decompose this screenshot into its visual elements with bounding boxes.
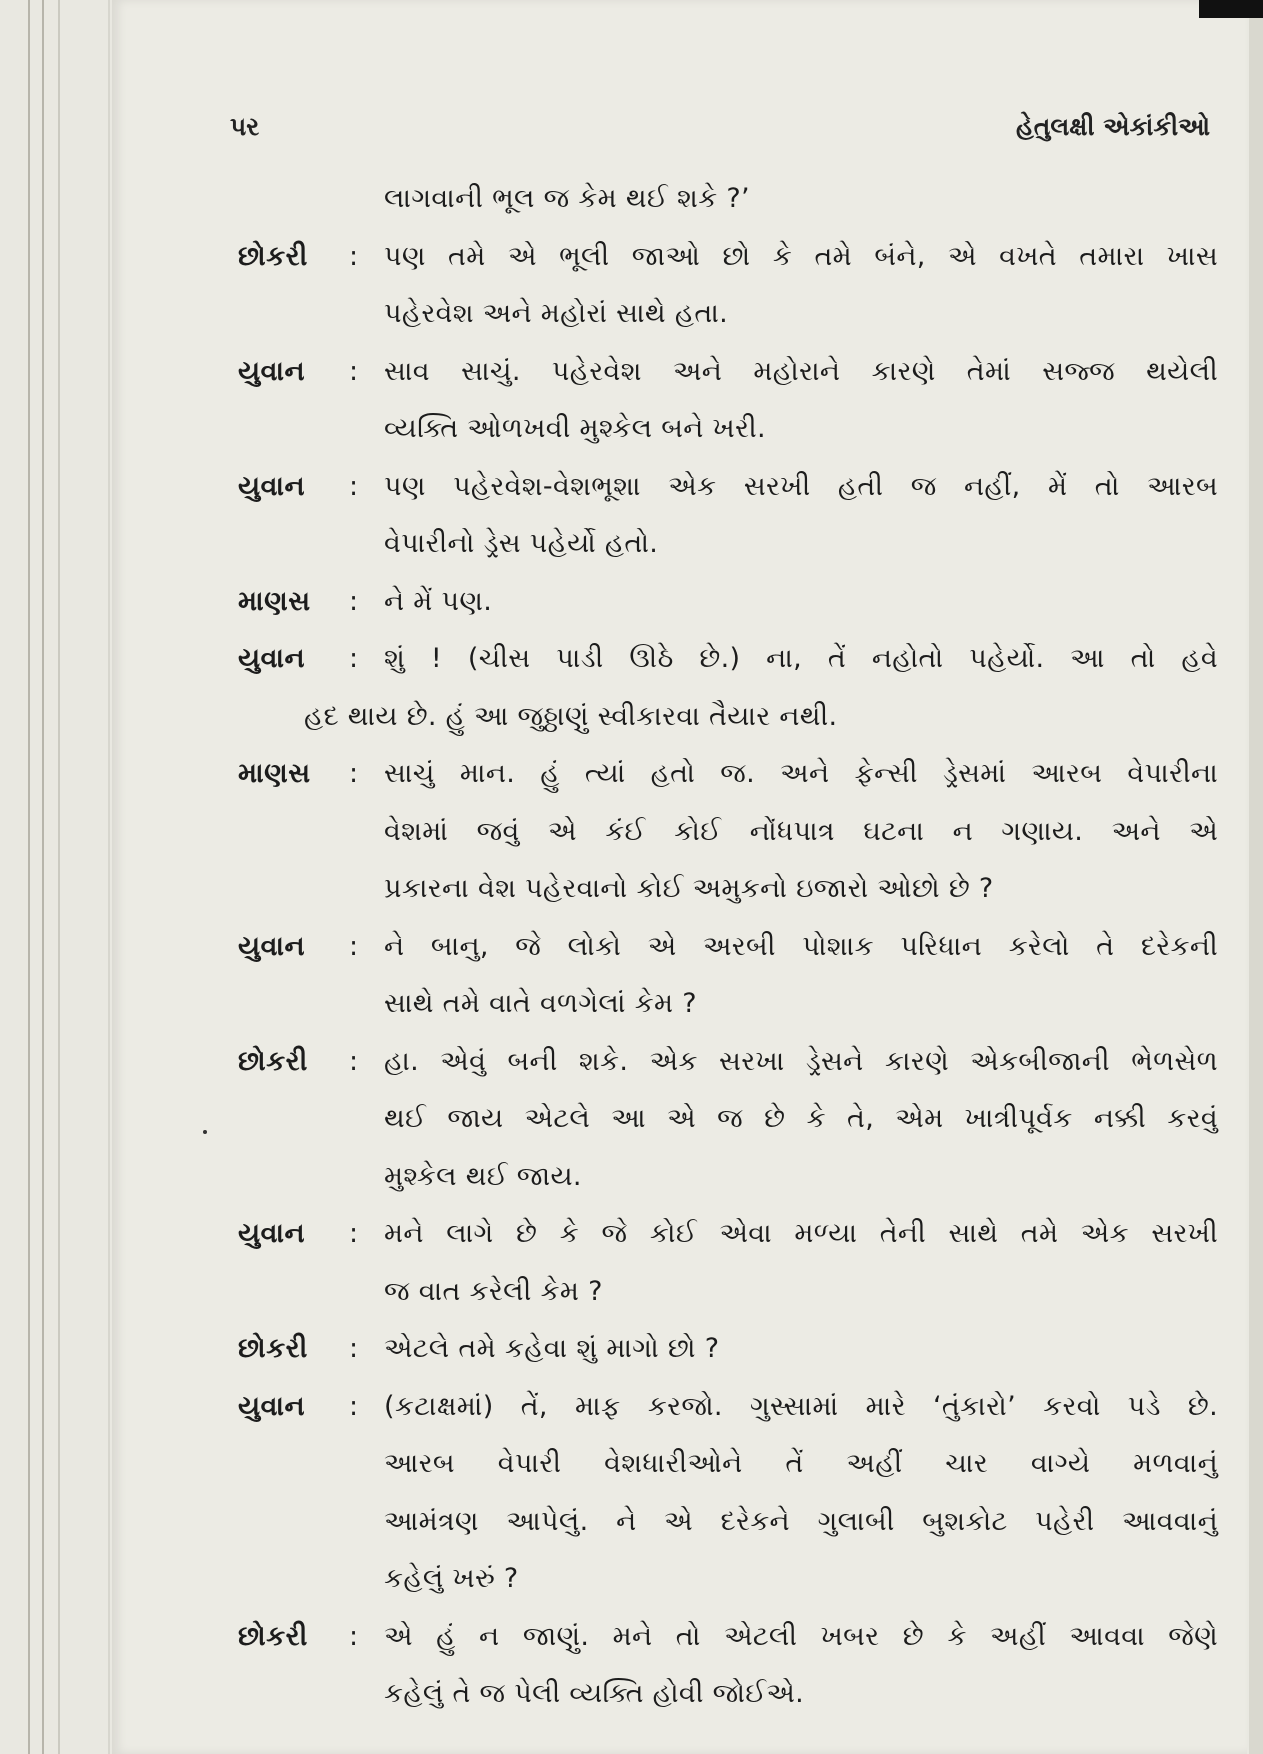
- dialogue-line: [238, 1263, 1218, 1321]
- page-edge: [42, 0, 44, 1754]
- dialogue-line: [238, 803, 1218, 861]
- speech-text: પણ પહેરવેશ-વેશભૂશા એક સરખી હતી જ નહીં, મેં તો આરબ: [384, 470, 1218, 502]
- dialogue-line: [238, 1148, 1218, 1206]
- dialogue-line: [238, 228, 1218, 286]
- speech-text: વેપારીનો ડ્રેસ પહેર્યો હતો.: [384, 528, 659, 559]
- speech-text: ને મેં પણ.: [384, 585, 493, 617]
- speaker-name: છોકરી: [238, 240, 308, 272]
- page-edge: [58, 0, 60, 1754]
- dialogue-line: [238, 860, 1218, 918]
- speaker-colon: :: [349, 1218, 359, 1249]
- dialogue-line: [238, 1090, 1218, 1148]
- speaker-name: છોકરી: [238, 1045, 308, 1077]
- speaker-name: યુવાન: [238, 355, 306, 387]
- page-edge: [28, 0, 30, 1754]
- speech-text: (કટાક્ષમાં) તેં, માફ કરજો. ગુસ્સામાં મારે ‘તુંકારો’ કરવો પડે છે.: [384, 1390, 1218, 1422]
- speaker-name: છોકરી: [238, 1333, 308, 1364]
- speech-text: પ્રકારના વેશ પહેરવાનો કોઈ અમુકનો ઇજારો ઓછો છે ?: [384, 873, 994, 904]
- ink-speck: [203, 1130, 207, 1134]
- dialogue-line: [238, 1550, 1218, 1608]
- speech-text: સાથે તમે વાતે વળગેલાં કેમ ?: [384, 988, 697, 1019]
- speech-text: મને લાગે છે કે જે કોઈ એવા મળ્યા તેની સાથે તમે એક સરખી: [384, 1218, 1218, 1249]
- scan-corner: [1199, 0, 1263, 18]
- speaker-name: યુવાન: [238, 1390, 306, 1422]
- speech-text: વેશમાં જવું એ કંઈ કોઈ નોંધપાત્ર ઘટના ન ગણાય. અને એ: [384, 815, 1218, 847]
- speech-text: આમંત્રણ આપેલું. ને એ દરેકને ગુલાબી બુશકોટ પહેરી આવવાનું: [384, 1505, 1218, 1537]
- dialogue-line: [238, 1665, 1218, 1723]
- speaker-name: છોકરી: [238, 1620, 308, 1652]
- dialogue-line: [238, 1608, 1218, 1666]
- speaker-colon: :: [349, 930, 359, 962]
- speech-text: મુશ્કેલ થઈ જાય.: [384, 1160, 582, 1192]
- dialogue-line: [238, 170, 1218, 228]
- dialogue-line: [238, 285, 1218, 343]
- speaker-colon: :: [349, 1045, 359, 1077]
- dialogue-line: [238, 1205, 1218, 1263]
- speaker-colon: :: [349, 1390, 359, 1422]
- dialogue-line: [238, 515, 1218, 573]
- page-edge: [108, 0, 110, 1754]
- speech-text: ને બાનુ, જે લોકો એ અરબી પોશાક પરિધાન કરેલો તે દરેકની: [384, 930, 1218, 962]
- speaker-colon: :: [349, 355, 359, 387]
- speaker-colon: :: [349, 585, 359, 617]
- dialogue-line: [238, 688, 1218, 746]
- speaker-colon: :: [349, 643, 359, 674]
- dialogue-line: [238, 573, 1218, 631]
- speaker-name: માણસ: [238, 585, 311, 617]
- dialogue-line: [238, 343, 1218, 401]
- speaker-colon: :: [349, 1333, 359, 1364]
- page-edge-right: [1249, 0, 1263, 1754]
- speech-text: થઈ જાય એટલે આ એ જ છે કે તે, એમ ખાત્રીપૂર્વક નક્કી કરવું: [384, 1103, 1218, 1134]
- speech-text: કહેલું ખરું ?: [384, 1563, 519, 1594]
- speaker-colon: :: [349, 470, 359, 502]
- speaker-name: યુવાન: [238, 930, 306, 962]
- speech-text: પહેરવેશ અને મહોરાં સાથે હતા.: [384, 298, 729, 329]
- speech-text: જ વાત કરેલી કેમ ?: [384, 1275, 603, 1307]
- dialogue-line: [238, 630, 1218, 688]
- speech-text: હા. એવું બની શકે. એક સરખા ડ્રેસને કારણે એકબીજાની ભેળસેળ: [384, 1045, 1218, 1077]
- speech-text: એટલે તમે કહેવા શું માગો છો ?: [384, 1333, 720, 1364]
- dialogue-line: [238, 400, 1218, 458]
- speech-text: એ હું ન જાણું. મને તો એટલી ખબર છે કે અહીં આવવા જેણે: [384, 1620, 1218, 1652]
- dialogue-line: [238, 1320, 1218, 1378]
- page-header: [230, 112, 1210, 152]
- speech-text: શું ! (ચીસ પાડી ઊઠે છે.) ના, તેં નહોતો પહેર્યો. આ તો હવે: [384, 643, 1218, 674]
- speech-text: સાવ સાચું. પહેરવેશ અને મહોરાને કારણે તેમાં સજ્જ થયેલી: [384, 355, 1218, 387]
- speaker-name: યુવાન: [238, 643, 306, 674]
- speaker-colon: :: [349, 1620, 359, 1652]
- dialogue-line: [238, 745, 1218, 803]
- dialogue-line: [238, 458, 1218, 516]
- speech-text: વ્યક્તિ ઓળખવી મુશ્કેલ બને ખરી.: [384, 413, 766, 444]
- speaker-name: યુવાન: [238, 470, 306, 502]
- dialogue-line: [238, 975, 1218, 1033]
- page-number: પર: [230, 112, 260, 141]
- speech-text: આરબ વેપારી વેશધારીઓને તેં અહીં ચાર વાગ્યે મળવાનું: [384, 1448, 1218, 1479]
- dialogue-body: [238, 170, 1218, 1723]
- dialogue-line: [238, 1493, 1218, 1551]
- speaker-colon: :: [349, 240, 359, 272]
- dialogue-line: [238, 1378, 1218, 1436]
- speaker-name: માણસ: [238, 758, 311, 789]
- dialogue-line: [238, 1033, 1218, 1091]
- running-title: હેતુલક્ષી એકાંકીઓ: [1015, 112, 1210, 141]
- speaker-name: યુવાન: [238, 1218, 306, 1249]
- speech-text: લાગવાની ભૂલ જ કેમ થઈ શકે ?’: [384, 183, 750, 214]
- speech-text: હદ થાય છે. હું આ જુઠ્ઠાણું સ્વીકારવા તૈયાર નથી.: [304, 700, 838, 732]
- dialogue-line: [238, 1435, 1218, 1493]
- dialogue-line: [238, 918, 1218, 976]
- speech-text: પણ તમે એ ભૂલી જાઓ છો કે તમે બંને, એ વખતે તમારા ખાસ: [384, 240, 1218, 272]
- speech-text: સાચું માન. હું ત્યાં હતો જ. અને ફેન્સી ડ્રેસમાં આરબ વેપારીના: [384, 758, 1218, 789]
- speech-text: કહેલું તે જ પેલી વ્યક્તિ હોવી જોઈએ.: [384, 1678, 805, 1709]
- speaker-colon: :: [349, 758, 359, 789]
